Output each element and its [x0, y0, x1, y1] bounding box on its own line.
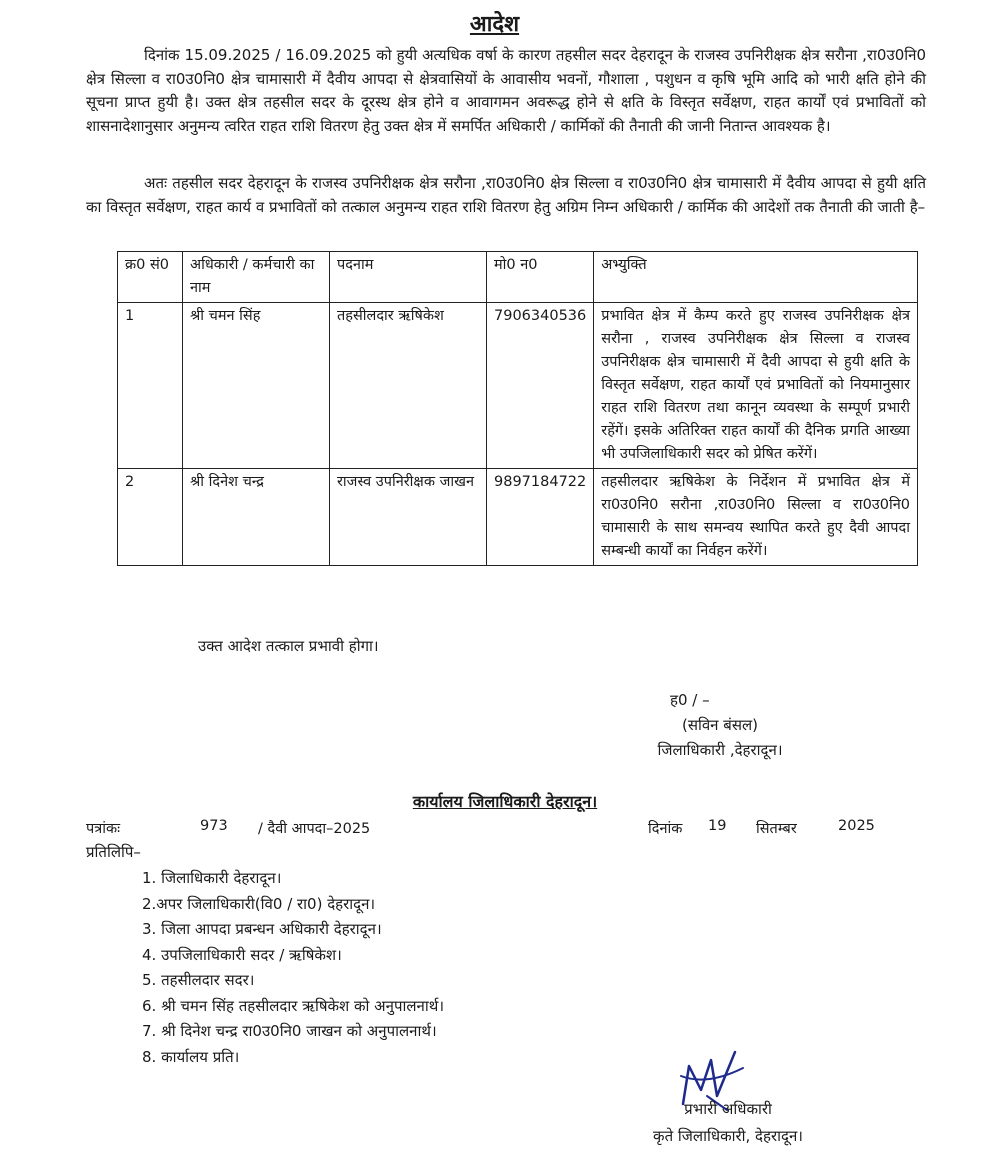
- table-row: [118, 469, 918, 566]
- cell-mobile: 9897184722: [487, 469, 594, 566]
- order-paragraph-2-text: अतः तहसील सदर देहरादून के राजस्व उपनिरीक्षक क्षेत्र सरौना ,रा0उ0नि0 क्षेत्र सिल्ला व रा0उ0नि0 क्षेत्र चामासारी में दैवीय आपदा से हुयी क्षति का विस्तृत सर्वेक्षण, राहत कार्य व प्रभावितों को तत्काल अनुमन्य राहत राशि वितरण हेतु अग्रिम निम्न अधिकारी / कार्मिक की आदेशों तक तैनाती की जाती है–: [86, 174, 926, 216]
- order-paragraph-1: [86, 44, 926, 138]
- cell-serial: 1: [118, 303, 183, 469]
- ref-number: 973: [200, 818, 228, 834]
- signatory-name: (सविन बंसल): [681, 716, 759, 734]
- table-header-row: [118, 252, 918, 303]
- header-remarks: अभ्युक्ति: [594, 252, 918, 303]
- ref-subject: / दैवी आपदा–2025: [258, 821, 371, 837]
- date-month: सितम्बर: [756, 821, 797, 837]
- header-name: अधिकारी / कर्मचारी का नाम: [183, 252, 330, 303]
- table-row: [118, 303, 918, 469]
- cell-designation: तहसीलदार ऋषिकेश: [330, 303, 487, 469]
- list-item: 5. तहसीलदार सदर।: [142, 971, 255, 989]
- list-item: 6. श्री चमन सिंह तहसीलदार ऋषिकेश को अनुपालनार्थ।: [142, 996, 445, 1015]
- cell-name: श्री दिनेश चन्द्र: [183, 469, 330, 566]
- date-label: दिनांक: [648, 821, 683, 837]
- cc-list: [142, 866, 444, 1070]
- office-signatory-on-behalf: कृते जिलाधिकारी, देहरादून।: [653, 1127, 803, 1145]
- office-signature-block: [628, 1096, 828, 1150]
- cell-mobile: 7906340536: [487, 303, 594, 469]
- dm-signature-block: [620, 688, 820, 763]
- ref-label: पत्रांकः: [86, 821, 121, 837]
- cell-name: श्री चमन सिंह: [183, 303, 330, 469]
- list-item: 2.अपर जिलाधिकारी(वि0 / रा0) देहरादून।: [142, 894, 376, 913]
- list-item: 3. जिला आपदा प्रबन्धन अधिकारी देहरादून।: [142, 920, 382, 938]
- list-item: 8. कार्यालय प्रति।: [142, 1047, 240, 1066]
- deployment-table: [117, 251, 918, 566]
- cell-serial: 2: [118, 469, 183, 566]
- signed-mark: ह0 / –: [670, 691, 710, 709]
- cell-designation: राजस्व उपनिरीक्षक जाखन: [330, 469, 487, 566]
- signatory-designation: जिलाधिकारी ,देहरादून।: [657, 741, 783, 759]
- order-title: आदेश: [469, 12, 520, 37]
- list-item: 1. जिलाधिकारी देहरादून।: [142, 869, 282, 887]
- cell-remarks: तहसीलदार ऋषिकेश के निर्देशन में प्रभावित क्षेत्र में रा0उ0नि0 सरौना ,रा0उ0नि0 सिल्ला व रा0उ0नि0 चामासारी के साथ समन्वय स्थापित करते हुए दैवी आपदा सम्बन्धी कार्यों का निर्वहन करेंगें।: [594, 469, 918, 566]
- office-heading: कार्यालय जिलाधिकारी देहरादून।: [412, 792, 598, 811]
- list-item: 4. उपजिलाधिकारी सदर / ऋषिकेश।: [142, 945, 342, 964]
- header-serial: क्र0 सं0: [118, 252, 183, 303]
- date-year: 2025: [838, 818, 875, 834]
- header-designation: पदनाम: [330, 252, 487, 303]
- order-paragraph-1-text: दिनांक 15.09.2025 / 16.09.2025 को हुयी अत्यधिक वर्षा के कारण तहसील सदर देहरादून के राजस्व उपनिरीक्षक क्षेत्र सरौना ,रा0उ0नि0 क्षेत्र सिल्ला व रा0उ0नि0 क्षेत्र चामासारी में दैवीय आपदा से क्षेत्रवासियों के आवासीय भवनों, गौशाला , पशुधन व कृषि भूमि आदि को भारी क्षति होने की सूचना प्राप्त हुयी है। उक्त क्षेत्र तहसील सदर के दूरस्थ क्षेत्र होने व आवागमन अवरूद्ध होने से क्षति के विस्तृत सर्वेक्षण, राहत कार्यों एवं प्रभावितों को शासनादेशानुसार अनुमन्य त्वरित राहत राशि वितरण हेतु उक्त क्षेत्र में समर्पित अधिकारी / कार्मिकों की तैनाती की जानी नितान्त आवश्यक है।: [86, 46, 926, 135]
- effect-statement: उक्त आदेश तत्काल प्रभावी होगा।: [198, 637, 379, 655]
- order-paragraph-2: [86, 172, 926, 219]
- cell-remarks: प्रभावित क्षेत्र में कैम्प करते हुए राजस्व उपनिरीक्षक क्षेत्र सरौना , राजस्व उपनिरीक्षक क्षेत्र सिल्ला व राजस्व उपनिरीक्षक क्षेत्र चामासारी में दैवी आपदा से हुयी क्षति के विस्तृत सर्वेक्षण, राहत कार्यों एवं प्रभावितों को नियमानुसार राहत राशि वितरण तथा कानून व्यवस्था के सम्पूर्ण प्रभारी रहेंगें। इसके अतिरिक्त राहत कार्यों की दैनिक प्रगति आख्या भी उपजिलाधिकारी सदर को प्रेषित करेंगें।: [594, 303, 918, 469]
- office-signatory-title: प्रभारी अधिकारी: [684, 1100, 772, 1118]
- list-item: 7. श्री दिनेश चन्द्र रा0उ0नि0 जाखन को अनुपालनार्थ।: [142, 1022, 437, 1040]
- cc-label: प्रतिलिपि–: [86, 843, 141, 861]
- date-day: 19: [708, 818, 727, 834]
- header-mobile: मो0 न0: [487, 252, 594, 303]
